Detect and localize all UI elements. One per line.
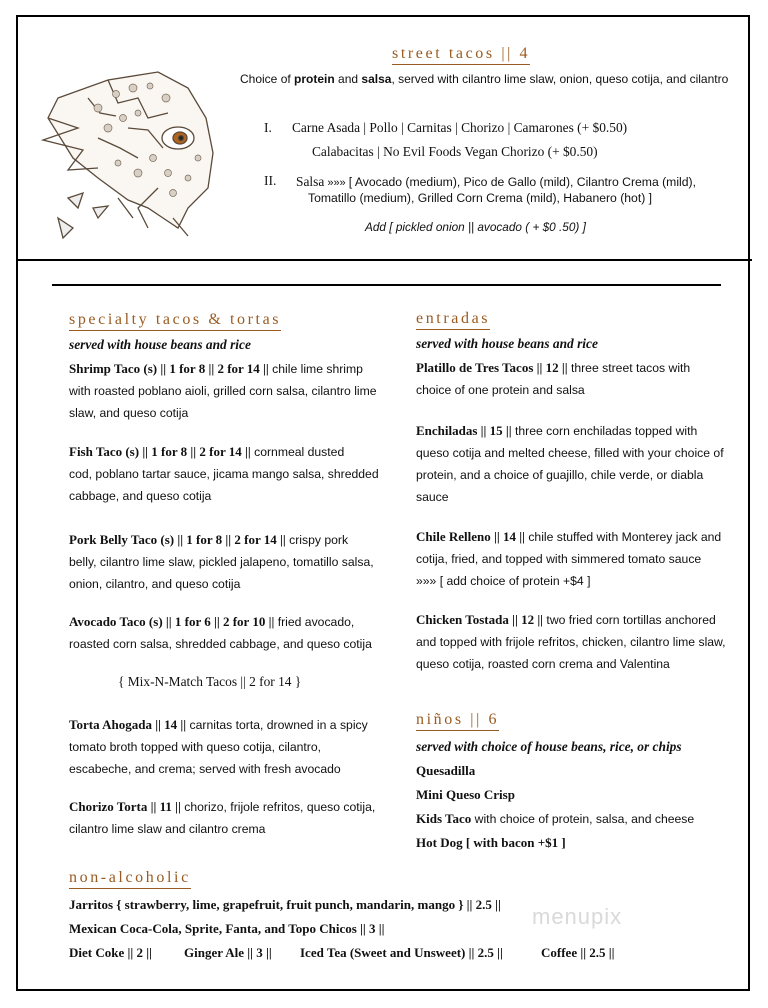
protein-options-line2: Calabacitas | No Evil Foods Vegan Chorizo (+ $0.50) [312,144,598,159]
chicken-tostada: Chicken Tostada || 12 || two fried corn tortillas anchored [416,612,716,627]
avocado-taco: Avocado Taco (s) || 1 for 6 || 2 for 10 || fried avocado, [69,614,355,629]
non-alcoholic-title: non-alcoholic [69,869,191,889]
protein-number: I. [264,120,272,135]
street-tacos-title: street tacos || 4 [392,45,530,65]
section-divider [16,259,752,261]
ninos-item-queso-crisp: Mini Queso Crisp [416,787,515,802]
fish-taco: Fish Taco (s) || 1 for 8 || 2 for 14 || cornmeal dusted [69,444,345,459]
shrimp-taco-desc3: slaw, and queso cotija [69,406,189,420]
specialty-subtitle: served with house beans and rice [69,337,251,352]
street-tacos-description: Choice of protein and salsa, served with cilantro lime slaw, onion, queso cotija, and cilantro [240,72,729,86]
fish-taco-desc2: cod, poblano tartar sauce, jicama mango salsa, shredded [69,467,379,481]
avocado-taco-desc2: roasted corn salsa, shredded cabbage, and queso cotija [69,637,372,651]
ninos-title: niños || 6 [416,711,499,731]
fish-taco-desc3: cabbage, and queso cotija [69,489,212,503]
ninos-item-hot-dog: Hot Dog [ with bacon +$1 ] [416,835,566,850]
chile-relleno-desc3: »»» [ add choice of protein +$4 ] [416,574,591,588]
pork-belly-desc2: belly, cilantro lime slaw, pickled jalapeno, tomatillo salsa, [69,555,374,569]
chorizo-torta-desc2: cilantro lime slaw and cilantro crema [69,822,266,836]
ninos-item-quesadilla: Quesadilla [416,763,476,778]
entradas-title: entradas [416,310,490,330]
salsa-line2: Tomatillo (medium), Grilled Corn Crema (mild), Habanero (hot) ] [308,191,653,205]
horned-lizard-icon [38,58,228,248]
platillo-tres-tacos: Platillo de Tres Tacos || 12 || three street tacos with [416,360,691,375]
ninos-subtitle: served with choice of house beans, rice, or chips [416,739,682,754]
shrimp-taco-desc2: with roasted poblano aioli, grilled corn salsa, cilantro lime [69,384,377,398]
drinks-coffee: Coffee || 2.5 || [541,945,615,960]
mix-n-match: { Mix-N-Match Tacos || 2 for 14 } [118,674,302,689]
section-rule [52,284,721,286]
entradas-subtitle: served with house beans and rice [416,336,598,351]
chile-relleno: Chile Relleno || 14 || chile stuffed with Monterey jack and [416,529,722,544]
torta-ahogada: Torta Ahogada || 14 || carnitas torta, drowned in a spicy [69,717,368,732]
platillo-desc2: choice of one protein and salsa [416,383,585,397]
salsa-number: II. [264,173,277,188]
ninos-item-kids-taco: Kids Taco with choice of protein, salsa, and cheese [416,811,695,826]
drinks-iced-tea: Iced Tea (Sweet and Unsweet) || 2.5 || [300,945,503,960]
chicken-tostada-desc2: and topped with frijole refritos, chicken, cilantro lime slaw, [416,635,726,649]
salsa-line1: Salsa »»» [ Avocado (medium), Pico de Gallo (mild), Cilantro Crema (mild), [296,174,696,189]
drinks-sodas: Mexican Coca-Cola, Sprite, Fanta, and Topo Chicos || 3 || [69,921,385,936]
watermark: menupix [532,904,623,929]
shrimp-taco: Shrimp Taco (s) || 1 for 8 || 2 for 14 || chile lime shrimp [69,361,363,376]
torta-ahogada-desc3: escabeche, and crema; served with fresh avocado [69,762,341,776]
pork-belly-taco: Pork Belly Taco (s) || 1 for 8 || 2 for 14 || crispy pork [69,532,349,547]
enchiladas-desc2: queso cotija and melted cheese, filled with your choice of [416,446,724,460]
chile-relleno-desc2: cotija, fried, and topped with simmered tomato sauce [416,552,702,566]
enchiladas: Enchiladas || 15 || three corn enchiladas topped with [416,423,698,438]
pork-belly-desc3: onion, cilantro, and queso cotija [69,577,241,591]
drinks-jarritos: Jarritos { strawberry, lime, grapefruit, fruit punch, mandarin, mango } || 2.5 || [69,897,501,912]
drinks-diet-coke: Diet Coke || 2 || [69,945,152,960]
chicken-tostada-desc3: queso cotija, roasted corn crema and Valentina [416,657,670,671]
chorizo-torta: Chorizo Torta || 11 || chorizo, frijole refritos, queso cotija, [69,799,376,814]
add-on-line: Add [ pickled onion || avocado ( + $0 .50) ] [365,220,586,234]
torta-ahogada-desc2: tomato broth topped with queso cotija, cilantro, [69,740,322,754]
drinks-ginger-ale: Ginger Ale || 3 || [184,945,272,960]
enchiladas-desc4: sauce [416,490,449,504]
specialty-title: specialty tacos & tortas [69,311,281,331]
enchiladas-desc3: protein, and a choice of guajillo, chile verde, or diabla [416,468,704,482]
protein-options-line1: Carne Asada | Pollo | Carnitas | Chorizo | Camarones (+ $0.50) [292,120,628,135]
